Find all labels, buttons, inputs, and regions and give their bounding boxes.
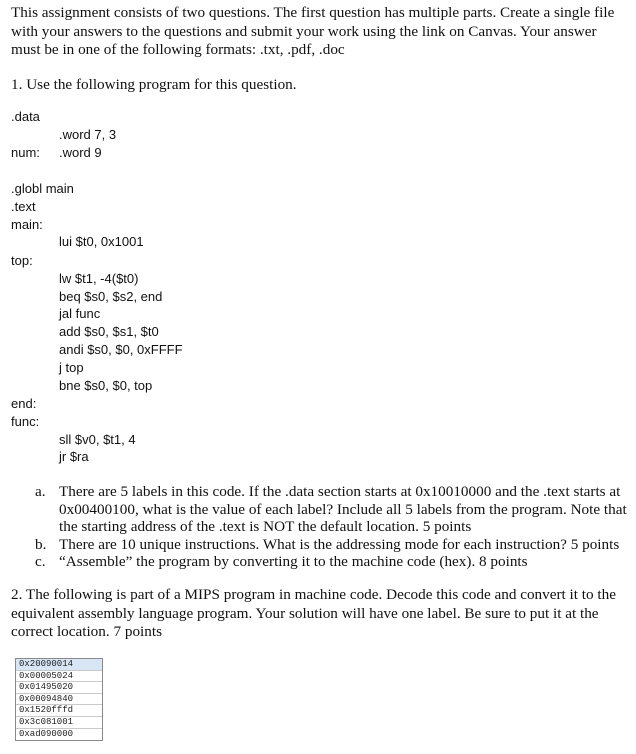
code-main-label: main: [11, 217, 43, 232]
code-end-label: end: [11, 396, 37, 411]
code-add: add $s0, $s1, $t0 [59, 324, 159, 339]
code-sll: sll $v0, $t1, 4 [59, 432, 136, 447]
code-bne: bne $s0, $0, top [59, 378, 153, 393]
code-word-line-1: .word 7, 3 [59, 127, 117, 142]
code-jal: jal func [59, 306, 101, 321]
subquestion-letter: c. [35, 553, 46, 570]
code-lui: lui $t0, 0x1001 [59, 234, 144, 249]
code-jr: jr $ra [59, 449, 89, 464]
code-lw: lw $t1, -4($t0) [59, 271, 139, 286]
machine-code-table [15, 658, 103, 741]
code-j: j top [59, 360, 84, 375]
code-word-line-2: .word 9 [59, 145, 102, 160]
machine-code-cell[interactable]: 0x00005024 [16, 671, 102, 683]
code-text-directive: .text [11, 199, 36, 214]
code-beq: beq $s0, $s2, end [59, 289, 163, 304]
code-func-label: func: [11, 414, 40, 429]
machine-code-cell[interactable]: 0xad090000 [19, 728, 74, 739]
subquestion-c [11, 553, 629, 571]
machine-code-cell[interactable]: 0x3c081001 [16, 717, 102, 729]
code-data-directive: .data [11, 109, 40, 124]
subquestion-text: “Assemble” the program by converting it to the machine code (hex). 8 points [59, 553, 528, 570]
question-1-heading: 1. Use the following program for this question. [11, 76, 297, 93]
intro-paragraph: This assignment consists of two questions. The first question has multiple parts. Create a single file with your answers to the questions and submit your work using the link on Canvas. Your answer must be in one of the following formats: .txt, .pdf, .doc [11, 4, 615, 58]
machine-code-cell[interactable]: 0x00094840 [16, 694, 102, 706]
subquestion-text: There are 10 unique instructions. What is the addressing mode for each instruction? 5 points [59, 536, 620, 553]
machine-code-cell[interactable]: 0x01495020 [16, 682, 102, 694]
code-num-label: num: [11, 145, 40, 160]
code-top-label: top: [11, 253, 33, 268]
subquestion-text: There are 5 labels in this code. If the .data section starts at 0x10010000 and the .text starts at 0x00400100, what is the value of each label? Include all 5 labels from the program. Note that the starting address of the .text is NOT the default location. 5 points [59, 483, 627, 535]
code-andi: andi $s0, $0, 0xFFFF [59, 342, 183, 357]
subquestion-letter: b. [35, 536, 47, 553]
machine-code-cell[interactable]: 0x1520fffd [16, 705, 102, 717]
code-globl: .globl main [11, 181, 74, 196]
machine-code-cell[interactable]: 0x20090014 [16, 659, 102, 671]
subquestion-b [11, 536, 629, 554]
subquestion-a [11, 483, 629, 536]
question-2-paragraph: 2. The following is part of a MIPS program in machine code. Decode this code and convert it to the equivalent assembly language program. Your solution will have one label. Be sure to put it at the correct location. 7 points [11, 586, 616, 640]
subquestion-letter: a. [35, 483, 46, 500]
